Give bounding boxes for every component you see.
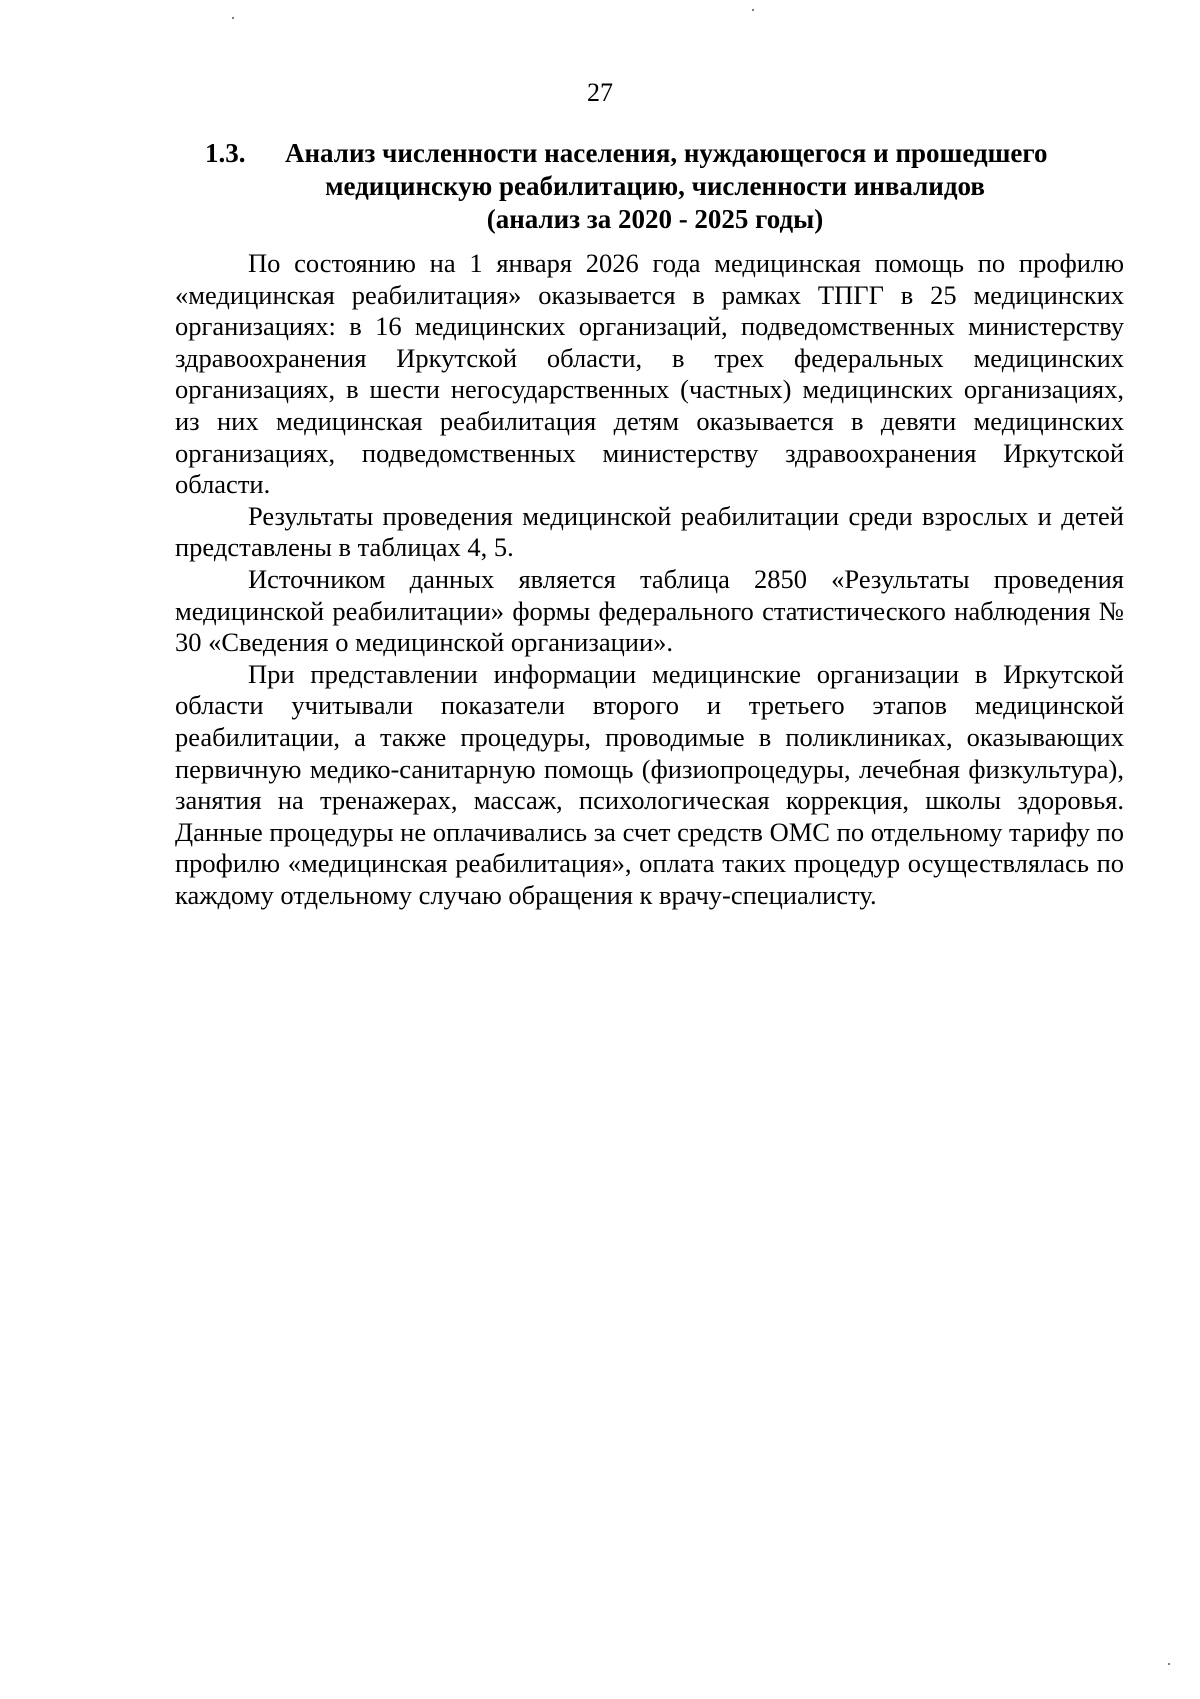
paragraph: По состоянию на 1 января 2026 года медицинская помощь по профилю «медицинская реабилитация» оказывается в рамках ТПГГ в 25 медицинских организациях: в 16 медицинских организаций, подведомственных министерству здравоохранения Иркутской области, в трех федеральных медицинских организациях, в шести негосударственных (частных) медицинских организациях, из них медицинская реабилитация детям оказывается в девяти медицинских организациях, подведомственных министерству здравоохранения Иркутской области. xyxy=(175,248,1124,500)
paragraph: При представлении информации медицинские организации в Иркутской области учитывали показатели второго и третьего этапов медицинской реабилитации, а также процедуры, проводимые в поликлиниках, оказывающих первичную медико-санитарную помощь (физиопроцедуры, лечебная физкультура), занятия на тренажерах, массаж, психологическая коррекция, школы здоровья. Данные процедуры не оплачивались за счет средств ОМС по отдельному тарифу по профилю «медицинская реабилитация», оплата таких процедур осуществлялась по каждому отдельному случаю обращения к врачу-специалисту. xyxy=(175,658,1124,910)
page-number: 27 xyxy=(587,78,613,107)
body-text xyxy=(175,248,1124,911)
paragraph: Результаты проведения медицинской реабилитации среди взрослых и детей представлены в таблицах 4, 5. xyxy=(175,500,1124,563)
section-number: 1.3. xyxy=(205,138,246,168)
section-title-part-3: (анализ за 2020 - 2025 годы) xyxy=(486,204,824,234)
section-heading xyxy=(205,137,1105,236)
paragraph: Источником данных является таблица 2850 «Результаты проведения медицинской реабилитации» формы федерального статистического наблюдения № 30 «Сведения о медицинской организации». xyxy=(175,563,1124,658)
scan-speck xyxy=(752,9,754,11)
section-heading-line-1 xyxy=(205,137,1105,170)
section-title-part-2: медицинскую реабилитацию, численности инвалидов xyxy=(325,171,985,201)
scan-speck xyxy=(1168,1663,1170,1665)
section-title-part-1: Анализ численности населения, нуждающегося и прошедшего xyxy=(285,138,1048,168)
scan-speck xyxy=(232,17,234,19)
